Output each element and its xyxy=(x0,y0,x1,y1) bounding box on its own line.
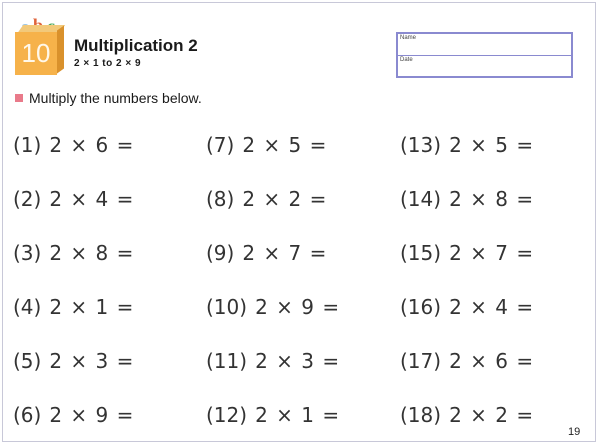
problem-number: (15) xyxy=(400,241,442,265)
name-field[interactable] xyxy=(398,34,571,55)
problem-expression: 2 × 6 = xyxy=(49,133,135,157)
problem-item xyxy=(13,118,134,172)
lesson-number: 10 xyxy=(15,32,57,75)
problem-item xyxy=(206,280,340,334)
instruction-text: Multiply the numbers below. xyxy=(29,90,202,106)
problem-expression: 2 × 7 = xyxy=(242,241,328,265)
problem-expression: 2 × 5 = xyxy=(242,133,328,157)
problem-number: (10) xyxy=(206,295,248,319)
problem-item xyxy=(400,226,534,280)
problem-number: (2) xyxy=(13,187,42,211)
problem-column-2 xyxy=(206,118,340,442)
problem-expression: 2 × 1 = xyxy=(49,295,135,319)
problem-item xyxy=(206,388,340,442)
name-label: Name xyxy=(400,35,417,41)
problem-item xyxy=(400,172,534,226)
problem-number: (9) xyxy=(206,241,235,265)
problem-expression: 2 × 5 = xyxy=(449,133,535,157)
page-title: Multiplication 2 xyxy=(74,36,198,55)
problem-expression: 2 × 2 = xyxy=(242,187,328,211)
date-label: Date xyxy=(400,57,413,63)
problem-number: (12) xyxy=(206,403,248,427)
problem-number: (8) xyxy=(206,187,235,211)
problem-expression: 2 × 7 = xyxy=(449,241,535,265)
problem-number: (13) xyxy=(400,133,442,157)
problem-column-3 xyxy=(400,118,534,442)
problem-item xyxy=(13,172,134,226)
problem-expression: 2 × 8 = xyxy=(49,241,135,265)
problem-number: (7) xyxy=(206,133,235,157)
problem-item xyxy=(400,118,534,172)
problem-expression: 2 × 3 = xyxy=(49,349,135,373)
problem-number: (11) xyxy=(206,349,248,373)
lesson-number-badge xyxy=(15,32,62,79)
problem-number: (18) xyxy=(400,403,442,427)
problem-expression: 2 × 6 = xyxy=(449,349,535,373)
date-field[interactable] xyxy=(398,55,571,76)
problem-item xyxy=(206,118,340,172)
problem-item xyxy=(13,388,134,442)
problem-expression: 2 × 4 = xyxy=(449,295,535,319)
problem-expression: 2 × 9 = xyxy=(255,295,341,319)
problem-item xyxy=(13,280,134,334)
problem-item xyxy=(13,334,134,388)
problem-expression: 2 × 9 = xyxy=(49,403,135,427)
problem-column-1 xyxy=(13,118,134,442)
bullet-square-icon xyxy=(15,94,23,102)
problem-item xyxy=(206,334,340,388)
problem-number: (6) xyxy=(13,403,42,427)
problem-number: (14) xyxy=(400,187,442,211)
instruction xyxy=(15,90,202,106)
problem-item xyxy=(400,388,534,442)
problem-number: (3) xyxy=(13,241,42,265)
problem-expression: 2 × 2 = xyxy=(449,403,535,427)
problem-item xyxy=(400,334,534,388)
problem-item xyxy=(400,280,534,334)
problem-item xyxy=(206,172,340,226)
name-date-box xyxy=(396,32,573,78)
page-subtitle: 2 × 1 to 2 × 9 xyxy=(74,58,142,69)
problem-number: (16) xyxy=(400,295,442,319)
problem-number: (4) xyxy=(13,295,42,319)
problem-expression: 2 × 4 = xyxy=(49,187,135,211)
problem-expression: 2 × 3 = xyxy=(255,349,341,373)
cube-side xyxy=(57,26,64,74)
problem-expression: 2 × 1 = xyxy=(255,403,341,427)
problem-number: (1) xyxy=(13,133,42,157)
worksheet-page xyxy=(2,2,596,442)
problem-item xyxy=(13,226,134,280)
problem-number: (5) xyxy=(13,349,42,373)
problem-expression: 2 × 8 = xyxy=(449,187,535,211)
problem-number: (17) xyxy=(400,349,442,373)
page-number: 19 xyxy=(568,426,581,438)
problem-item xyxy=(206,226,340,280)
